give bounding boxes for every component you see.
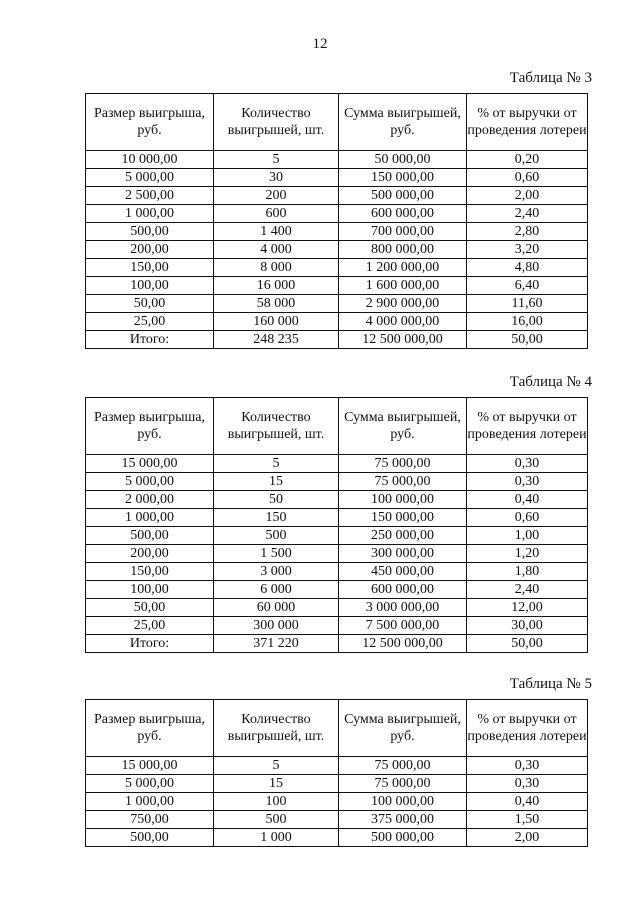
table-cell: 50 <box>214 491 339 509</box>
table-cell: 500,00 <box>86 223 214 241</box>
table-cell: 50,00 <box>467 331 588 349</box>
column-header: % от выручки от проведения лотереи <box>467 398 588 455</box>
column-header: Количество выигрышей, шт. <box>214 398 339 455</box>
table-row <box>86 241 588 259</box>
table-cell: 450 000,00 <box>339 563 467 581</box>
prize-table <box>85 699 588 847</box>
table-row <box>86 545 588 563</box>
table-cell: 371 220 <box>214 635 339 653</box>
table-row <box>86 527 588 545</box>
table-cell: 4 000 <box>214 241 339 259</box>
table-row <box>86 295 588 313</box>
table-cell: 0,60 <box>467 509 588 527</box>
table-cell: 2,40 <box>467 205 588 223</box>
column-header: Размер выигрыша, руб. <box>86 94 214 151</box>
table-row <box>86 599 588 617</box>
table-cell: 5 000,00 <box>86 775 214 793</box>
page-number: 12 <box>312 36 328 52</box>
column-header: Сумма выигрышей, руб. <box>339 700 467 757</box>
table-caption: Таблица № 3 <box>509 70 592 86</box>
table-cell: 600 000,00 <box>339 581 467 599</box>
table-cell: 1 200 000,00 <box>339 259 467 277</box>
table-row <box>86 563 588 581</box>
table-cell: 100 <box>214 793 339 811</box>
column-header: Размер выигрыша, руб. <box>86 700 214 757</box>
table-row <box>86 491 588 509</box>
table-cell: 2 900 000,00 <box>339 295 467 313</box>
table-cell: 75 000,00 <box>339 455 467 473</box>
column-header: Количество выигрышей, шт. <box>214 94 339 151</box>
table-cell: 75 000,00 <box>339 775 467 793</box>
table-cell: 0,30 <box>467 473 588 491</box>
table-row <box>86 169 588 187</box>
table-cell: 30 <box>214 169 339 187</box>
table-cell: 700 000,00 <box>339 223 467 241</box>
table-cell: 2,00 <box>467 187 588 205</box>
table-cell: 16,00 <box>467 313 588 331</box>
table-cell: 1 500 <box>214 545 339 563</box>
table-cell: 5 <box>214 455 339 473</box>
table-row <box>86 775 588 793</box>
column-header: % от выручки от проведения лотереи <box>467 700 588 757</box>
table-row <box>86 509 588 527</box>
table-cell: 50 000,00 <box>339 151 467 169</box>
table-caption: Таблица № 4 <box>509 374 592 390</box>
table-cell: 1 000,00 <box>86 205 214 223</box>
table-cell: 15 000,00 <box>86 757 214 775</box>
table-cell: 50,00 <box>467 635 588 653</box>
table-row <box>86 151 588 169</box>
table-cell: 600 000,00 <box>339 205 467 223</box>
table-cell: 5 <box>214 151 339 169</box>
table-cell: 50,00 <box>86 295 214 313</box>
table-row <box>86 635 588 653</box>
table-cell: 1,00 <box>467 527 588 545</box>
table-cell: 1,20 <box>467 545 588 563</box>
table-cell: Итого: <box>86 331 214 349</box>
table-header-row <box>86 700 588 757</box>
table-cell: 15 <box>214 775 339 793</box>
table-cell: 0,30 <box>467 757 588 775</box>
table-header-row <box>86 398 588 455</box>
table-cell: 100,00 <box>86 581 214 599</box>
table-cell: 100 000,00 <box>339 793 467 811</box>
table-cell: 1 000,00 <box>86 793 214 811</box>
column-header: Сумма выигрышей, руб. <box>339 398 467 455</box>
table-header-row <box>86 94 588 151</box>
table-cell: 100 000,00 <box>339 491 467 509</box>
table-cell: 60 000 <box>214 599 339 617</box>
table-cell: 2,40 <box>467 581 588 599</box>
table-cell: 2,00 <box>467 829 588 847</box>
table-cell: 8 000 <box>214 259 339 277</box>
table-cell: 150 000,00 <box>339 169 467 187</box>
table-cell: 100,00 <box>86 277 214 295</box>
column-header: Количество выигрышей, шт. <box>214 700 339 757</box>
table-cell: 16 000 <box>214 277 339 295</box>
table-cell: 2 000,00 <box>86 491 214 509</box>
table-row <box>86 757 588 775</box>
table-cell: 1 000,00 <box>86 509 214 527</box>
table-cell: 0,30 <box>467 775 588 793</box>
table-cell: 6 000 <box>214 581 339 599</box>
table-cell: 11,60 <box>467 295 588 313</box>
table-cell: 150,00 <box>86 259 214 277</box>
table-cell: 500 000,00 <box>339 829 467 847</box>
table-cell: Итого: <box>86 635 214 653</box>
table-cell: 375 000,00 <box>339 811 467 829</box>
table-cell: 4,80 <box>467 259 588 277</box>
table-cell: 800 000,00 <box>339 241 467 259</box>
table-cell: 500 <box>214 811 339 829</box>
table-cell: 200,00 <box>86 241 214 259</box>
prize-table <box>85 93 588 349</box>
table-row <box>86 829 588 847</box>
table-cell: 1 600 000,00 <box>339 277 467 295</box>
table-cell: 250 000,00 <box>339 527 467 545</box>
table-cell: 2 500,00 <box>86 187 214 205</box>
table-cell: 12,00 <box>467 599 588 617</box>
table-cell: 200,00 <box>86 545 214 563</box>
column-header: % от выручки от проведения лотереи <box>467 94 588 151</box>
table-cell: 58 000 <box>214 295 339 313</box>
table-cell: 5 000,00 <box>86 473 214 491</box>
table-cell: 7 500 000,00 <box>339 617 467 635</box>
table-cell: 75 000,00 <box>339 473 467 491</box>
table-row <box>86 581 588 599</box>
table-cell: 300 000 <box>214 617 339 635</box>
table-cell: 25,00 <box>86 313 214 331</box>
table-row <box>86 331 588 349</box>
table-cell: 6,40 <box>467 277 588 295</box>
table-cell: 30,00 <box>467 617 588 635</box>
table-cell: 500 000,00 <box>339 187 467 205</box>
table-cell: 200 <box>214 187 339 205</box>
table-cell: 5 000,00 <box>86 169 214 187</box>
table-cell: 248 235 <box>214 331 339 349</box>
table-cell: 12 500 000,00 <box>339 635 467 653</box>
table-cell: 0,20 <box>467 151 588 169</box>
table-cell: 150,00 <box>86 563 214 581</box>
table-cell: 160 000 <box>214 313 339 331</box>
table-row <box>86 187 588 205</box>
table-cell: 1 000 <box>214 829 339 847</box>
table-cell: 500,00 <box>86 829 214 847</box>
table-cell: 300 000,00 <box>339 545 467 563</box>
table-row <box>86 277 588 295</box>
table-cell: 25,00 <box>86 617 214 635</box>
table-cell: 500 <box>214 527 339 545</box>
table-cell: 600 <box>214 205 339 223</box>
table-row <box>86 223 588 241</box>
table-row <box>86 617 588 635</box>
table-cell: 150 <box>214 509 339 527</box>
table-cell: 0,40 <box>467 793 588 811</box>
table-cell: 15 <box>214 473 339 491</box>
table-cell: 1 400 <box>214 223 339 241</box>
table-row <box>86 811 588 829</box>
table-cell: 3 000 <box>214 563 339 581</box>
column-header: Сумма выигрышей, руб. <box>339 94 467 151</box>
prize-table <box>85 397 588 653</box>
table-cell: 0,60 <box>467 169 588 187</box>
table-cell: 75 000,00 <box>339 757 467 775</box>
table-cell: 4 000 000,00 <box>339 313 467 331</box>
table-cell: 50,00 <box>86 599 214 617</box>
column-header: Размер выигрыша, руб. <box>86 398 214 455</box>
table-cell: 1,50 <box>467 811 588 829</box>
table-cell: 3 000 000,00 <box>339 599 467 617</box>
table-cell: 500,00 <box>86 527 214 545</box>
table-cell: 15 000,00 <box>86 455 214 473</box>
table-caption: Таблица № 5 <box>509 676 592 692</box>
table-cell: 2,80 <box>467 223 588 241</box>
table-row <box>86 205 588 223</box>
table-cell: 0,30 <box>467 455 588 473</box>
table-cell: 150 000,00 <box>339 509 467 527</box>
table-cell: 12 500 000,00 <box>339 331 467 349</box>
table-cell: 1,80 <box>467 563 588 581</box>
table-cell: 3,20 <box>467 241 588 259</box>
table-cell: 5 <box>214 757 339 775</box>
table-cell: 750,00 <box>86 811 214 829</box>
table-row <box>86 455 588 473</box>
table-row <box>86 313 588 331</box>
table-row <box>86 259 588 277</box>
table-cell: 0,40 <box>467 491 588 509</box>
table-row <box>86 473 588 491</box>
table-cell: 10 000,00 <box>86 151 214 169</box>
table-row <box>86 793 588 811</box>
